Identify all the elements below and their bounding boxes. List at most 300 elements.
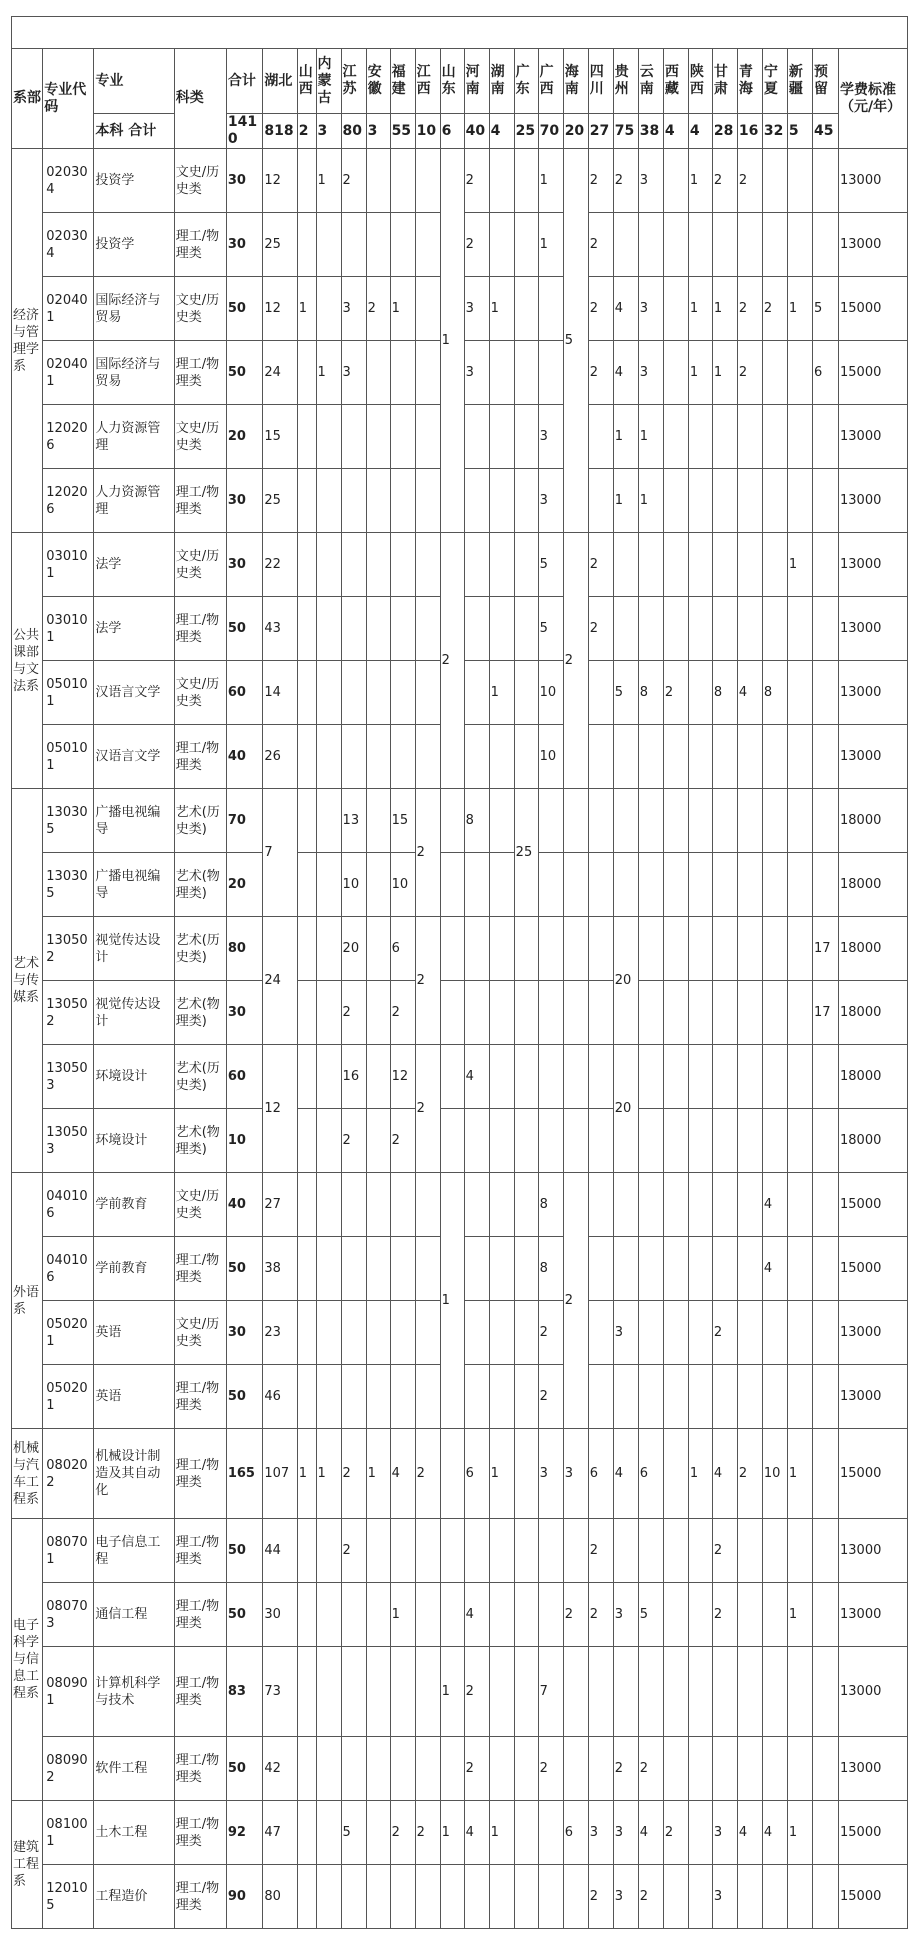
quota-cell: 2 bbox=[588, 277, 613, 341]
quota-cell bbox=[588, 789, 613, 853]
quota-cell bbox=[613, 853, 638, 917]
quota-cell bbox=[787, 149, 812, 213]
quota-cell bbox=[366, 469, 390, 533]
code-cell: 020401 bbox=[43, 277, 94, 341]
major-cell: 广播电视编导 bbox=[94, 853, 174, 917]
quota-cell: 2 bbox=[341, 1519, 366, 1583]
quota-cell bbox=[563, 1045, 588, 1109]
quota-cell bbox=[538, 1801, 563, 1865]
quota-cell bbox=[297, 789, 316, 853]
quota-cell bbox=[812, 1519, 838, 1583]
header-province-total: 3 bbox=[316, 114, 341, 149]
total-cell: 80 bbox=[226, 917, 263, 981]
quota-cell bbox=[638, 789, 663, 853]
quota-cell bbox=[613, 725, 638, 789]
total-cell: 30 bbox=[226, 213, 263, 277]
merged-quota-cell: 2 bbox=[415, 1045, 440, 1173]
category-cell: 理工/物理类 bbox=[174, 1801, 226, 1865]
quota-cell bbox=[464, 597, 489, 661]
quota-cell bbox=[415, 1173, 440, 1237]
quota-cell bbox=[762, 1365, 787, 1429]
quota-cell bbox=[390, 469, 415, 533]
quota-cell bbox=[787, 405, 812, 469]
quota-cell bbox=[787, 1365, 812, 1429]
quota-cell bbox=[297, 1801, 316, 1865]
quota-cell bbox=[366, 1647, 390, 1737]
fee-cell: 13000 bbox=[839, 469, 908, 533]
code-cell: 120105 bbox=[43, 1865, 94, 1929]
quota-cell: 2 bbox=[737, 1429, 762, 1519]
quota-cell bbox=[489, 1865, 514, 1929]
category-cell: 文史/历史类 bbox=[174, 405, 226, 469]
quota-cell: 38 bbox=[263, 1237, 297, 1301]
quota-cell: 2 bbox=[341, 981, 366, 1045]
quota-cell: 2 bbox=[712, 1301, 737, 1365]
quota-cell bbox=[812, 1109, 838, 1173]
quota-cell: 3 bbox=[588, 1801, 613, 1865]
fee-cell: 13000 bbox=[839, 213, 908, 277]
quota-cell: 2 bbox=[464, 1737, 489, 1801]
header-province-total: 6 bbox=[440, 114, 464, 149]
quota-cell bbox=[415, 1237, 440, 1301]
quota-cell: 2 bbox=[588, 1865, 613, 1929]
quota-cell bbox=[341, 1365, 366, 1429]
quota-cell bbox=[688, 1583, 712, 1647]
quota-cell: 5 bbox=[638, 1583, 663, 1647]
category-cell: 理工/物理类 bbox=[174, 1519, 226, 1583]
quota-cell: 2 bbox=[712, 149, 737, 213]
table-row bbox=[12, 853, 908, 917]
quota-cell bbox=[663, 1365, 688, 1429]
code-cell: 081001 bbox=[43, 1801, 94, 1865]
quota-cell bbox=[588, 1045, 613, 1109]
total-cell: 50 bbox=[226, 277, 263, 341]
quota-cell bbox=[316, 1519, 341, 1583]
code-cell: 080901 bbox=[43, 1647, 94, 1737]
quota-cell bbox=[366, 1737, 390, 1801]
category-cell: 艺术(历史类) bbox=[174, 917, 226, 981]
code-cell: 130305 bbox=[43, 853, 94, 917]
quota-cell bbox=[812, 149, 838, 213]
fee-cell: 15000 bbox=[839, 1237, 908, 1301]
quota-cell bbox=[787, 1301, 812, 1365]
quota-cell bbox=[464, 1365, 489, 1429]
header-province-total: 25 bbox=[514, 114, 538, 149]
quota-cell bbox=[688, 1237, 712, 1301]
quota-cell bbox=[316, 405, 341, 469]
quota-cell bbox=[688, 1519, 712, 1583]
quota-cell: 2 bbox=[663, 1801, 688, 1865]
quota-cell bbox=[663, 981, 688, 1045]
quota-cell bbox=[538, 1865, 563, 1929]
quota-cell bbox=[316, 1237, 341, 1301]
quota-cell: 2 bbox=[390, 1801, 415, 1865]
quota-cell bbox=[366, 1109, 390, 1173]
quota-cell bbox=[538, 853, 563, 917]
quota-cell bbox=[712, 1173, 737, 1237]
quota-cell bbox=[737, 1173, 762, 1237]
major-cell: 环境设计 bbox=[94, 1109, 174, 1173]
quota-cell bbox=[588, 1737, 613, 1801]
quota-cell bbox=[762, 1519, 787, 1583]
quota-cell bbox=[514, 1045, 538, 1109]
fee-cell: 15000 bbox=[839, 1865, 908, 1929]
code-cell: 050201 bbox=[43, 1301, 94, 1365]
header-province-total: 55 bbox=[390, 114, 415, 149]
major-cell: 工程造价 bbox=[94, 1865, 174, 1929]
quota-cell bbox=[812, 469, 838, 533]
quota-cell bbox=[787, 853, 812, 917]
category-cell: 理工/物理类 bbox=[174, 1865, 226, 1929]
quota-cell: 4 bbox=[762, 1173, 787, 1237]
quota-cell: 1 bbox=[297, 277, 316, 341]
quota-cell bbox=[787, 661, 812, 725]
merged-quota-cell: 24 bbox=[263, 917, 297, 1045]
quota-cell bbox=[712, 1045, 737, 1109]
quota-cell bbox=[688, 405, 712, 469]
total-cell: 50 bbox=[226, 341, 263, 405]
quota-cell bbox=[787, 1519, 812, 1583]
quota-cell bbox=[440, 1045, 464, 1109]
code-cell: 120206 bbox=[43, 469, 94, 533]
quota-cell bbox=[688, 1647, 712, 1737]
header-province-total: 4 bbox=[663, 114, 688, 149]
quota-cell: 6 bbox=[812, 341, 838, 405]
quota-cell bbox=[297, 149, 316, 213]
table-row bbox=[12, 981, 908, 1045]
quota-cell: 1 bbox=[688, 1429, 712, 1519]
merged-quota-cell: 20 bbox=[613, 917, 638, 1045]
quota-cell bbox=[514, 213, 538, 277]
quota-cell: 23 bbox=[263, 1301, 297, 1365]
quota-cell bbox=[415, 277, 440, 341]
quota-cell bbox=[489, 1237, 514, 1301]
header-province-name: 湖南 bbox=[489, 49, 514, 114]
quota-cell: 2 bbox=[588, 1583, 613, 1647]
quota-cell bbox=[366, 853, 390, 917]
quota-cell: 47 bbox=[263, 1801, 297, 1865]
header-province-total: 4 bbox=[489, 114, 514, 149]
quota-cell bbox=[688, 661, 712, 725]
quota-cell bbox=[390, 1647, 415, 1737]
quota-cell bbox=[712, 405, 737, 469]
quota-cell bbox=[514, 1237, 538, 1301]
quota-cell: 1 bbox=[787, 533, 812, 597]
quota-cell bbox=[390, 1737, 415, 1801]
quota-cell bbox=[638, 597, 663, 661]
quota-cell bbox=[563, 853, 588, 917]
quota-cell bbox=[390, 1865, 415, 1929]
quota-cell bbox=[737, 789, 762, 853]
quota-cell: 3 bbox=[341, 341, 366, 405]
quota-cell bbox=[514, 597, 538, 661]
quota-cell bbox=[415, 1301, 440, 1365]
fee-cell: 13000 bbox=[839, 149, 908, 213]
quota-cell bbox=[762, 789, 787, 853]
quota-cell bbox=[390, 725, 415, 789]
quota-cell bbox=[514, 405, 538, 469]
category-cell: 文史/历史类 bbox=[174, 661, 226, 725]
quota-cell bbox=[538, 1109, 563, 1173]
merged-quota-cell: 20 bbox=[613, 1045, 638, 1173]
major-cell: 广播电视编导 bbox=[94, 789, 174, 853]
quota-cell bbox=[415, 1865, 440, 1929]
quota-cell: 5 bbox=[613, 661, 638, 725]
quota-cell bbox=[316, 213, 341, 277]
quota-cell bbox=[737, 1583, 762, 1647]
quota-cell bbox=[464, 917, 489, 981]
total-cell: 30 bbox=[226, 149, 263, 213]
quota-cell bbox=[440, 1583, 464, 1647]
quota-cell bbox=[588, 1237, 613, 1301]
quota-cell bbox=[787, 917, 812, 981]
quota-cell bbox=[613, 1365, 638, 1429]
quota-cell: 44 bbox=[263, 1519, 297, 1583]
quota-cell: 5 bbox=[538, 597, 563, 661]
quota-cell: 1 bbox=[297, 1429, 316, 1519]
quota-cell bbox=[762, 1301, 787, 1365]
quota-cell bbox=[588, 469, 613, 533]
quota-cell bbox=[297, 341, 316, 405]
quota-cell bbox=[538, 789, 563, 853]
quota-cell bbox=[464, 469, 489, 533]
quota-cell bbox=[440, 981, 464, 1045]
quota-cell bbox=[688, 1365, 712, 1429]
quota-cell bbox=[514, 1583, 538, 1647]
quota-cell bbox=[588, 917, 613, 981]
enrollment-plan-table bbox=[11, 48, 908, 1929]
quota-cell bbox=[316, 789, 341, 853]
quota-cell bbox=[663, 213, 688, 277]
quota-cell: 3 bbox=[638, 149, 663, 213]
quota-cell bbox=[737, 405, 762, 469]
quota-cell bbox=[688, 597, 712, 661]
quota-cell bbox=[663, 277, 688, 341]
quota-cell bbox=[440, 1519, 464, 1583]
quota-cell bbox=[538, 917, 563, 981]
quota-cell bbox=[366, 149, 390, 213]
quota-cell bbox=[812, 1647, 838, 1737]
category-cell: 艺术(物理类) bbox=[174, 981, 226, 1045]
header-province-name: 广东 bbox=[514, 49, 538, 114]
merged-quota-cell: 1 bbox=[440, 1173, 464, 1429]
quota-cell bbox=[514, 661, 538, 725]
quota-cell bbox=[316, 1801, 341, 1865]
quota-cell: 4 bbox=[737, 1801, 762, 1865]
quota-cell bbox=[514, 1647, 538, 1737]
quota-cell bbox=[638, 853, 663, 917]
quota-cell bbox=[688, 469, 712, 533]
dept-cell: 电子科学与信息工程系 bbox=[12, 1519, 43, 1801]
major-cell: 法学 bbox=[94, 533, 174, 597]
dept-cell: 建筑工程系 bbox=[12, 1801, 43, 1929]
quota-cell bbox=[297, 1045, 316, 1109]
quota-cell bbox=[316, 1365, 341, 1429]
quota-cell bbox=[638, 725, 663, 789]
quota-cell bbox=[415, 597, 440, 661]
quota-cell bbox=[812, 1583, 838, 1647]
major-cell: 投资学 bbox=[94, 213, 174, 277]
table-row bbox=[12, 149, 908, 213]
quota-cell: 6 bbox=[390, 917, 415, 981]
quota-cell bbox=[663, 149, 688, 213]
quota-cell bbox=[514, 1429, 538, 1519]
quota-cell bbox=[588, 725, 613, 789]
total-cell: 10 bbox=[226, 1109, 263, 1173]
major-cell: 土木工程 bbox=[94, 1801, 174, 1865]
quota-cell bbox=[588, 1301, 613, 1365]
quota-cell: 1 bbox=[440, 1647, 464, 1737]
quota-cell bbox=[638, 1237, 663, 1301]
quota-cell: 8 bbox=[762, 661, 787, 725]
quota-cell: 1 bbox=[613, 469, 638, 533]
quota-cell bbox=[787, 1737, 812, 1801]
quota-cell bbox=[316, 1173, 341, 1237]
quota-cell: 4 bbox=[464, 1801, 489, 1865]
code-cell: 050101 bbox=[43, 661, 94, 725]
fee-cell: 18000 bbox=[839, 853, 908, 917]
quota-cell: 4 bbox=[737, 661, 762, 725]
quota-cell bbox=[366, 341, 390, 405]
quota-cell bbox=[663, 469, 688, 533]
quota-cell bbox=[737, 1519, 762, 1583]
major-cell: 机械设计制造及其自动化 bbox=[94, 1429, 174, 1519]
quota-cell bbox=[663, 1173, 688, 1237]
total-cell: 50 bbox=[226, 1519, 263, 1583]
category-cell: 艺术(历史类) bbox=[174, 789, 226, 853]
total-cell: 60 bbox=[226, 661, 263, 725]
quota-cell: 3 bbox=[538, 405, 563, 469]
quota-cell bbox=[341, 1737, 366, 1801]
quota-cell bbox=[489, 725, 514, 789]
quota-cell: 1 bbox=[688, 341, 712, 405]
quota-cell: 1 bbox=[489, 1801, 514, 1865]
quota-cell bbox=[787, 1647, 812, 1737]
merged-quota-cell: 2 bbox=[563, 1173, 588, 1429]
quota-cell: 2 bbox=[538, 1737, 563, 1801]
quota-cell: 16 bbox=[341, 1045, 366, 1109]
quota-cell bbox=[514, 1109, 538, 1173]
quota-cell: 2 bbox=[415, 1429, 440, 1519]
quota-cell bbox=[316, 1045, 341, 1109]
quota-cell bbox=[464, 533, 489, 597]
quota-cell bbox=[638, 981, 663, 1045]
quota-cell bbox=[762, 1583, 787, 1647]
quota-cell bbox=[638, 213, 663, 277]
quota-cell bbox=[712, 1647, 737, 1737]
quota-cell bbox=[464, 1519, 489, 1583]
header-province-name: 西藏 bbox=[663, 49, 688, 114]
category-cell: 文史/历史类 bbox=[174, 1301, 226, 1365]
quota-cell bbox=[341, 469, 366, 533]
quota-cell: 80 bbox=[263, 1865, 297, 1929]
quota-cell: 6 bbox=[563, 1801, 588, 1865]
quota-cell bbox=[341, 1301, 366, 1365]
dept-cell: 公共课部与文法系 bbox=[12, 533, 43, 789]
quota-cell: 1 bbox=[316, 1429, 341, 1519]
quota-cell bbox=[688, 1045, 712, 1109]
header-province-total: 75 bbox=[613, 114, 638, 149]
header-province-name: 江苏 bbox=[341, 49, 366, 114]
quota-cell: 2 bbox=[737, 277, 762, 341]
quota-cell bbox=[489, 1301, 514, 1365]
merged-quota-cell: 12 bbox=[263, 1045, 297, 1173]
code-cell: 130502 bbox=[43, 981, 94, 1045]
quota-cell bbox=[489, 789, 514, 853]
quota-cell bbox=[588, 1647, 613, 1737]
quota-cell bbox=[737, 1045, 762, 1109]
quota-cell bbox=[663, 725, 688, 789]
quota-cell bbox=[489, 981, 514, 1045]
quota-cell: 22 bbox=[263, 533, 297, 597]
quota-cell bbox=[489, 469, 514, 533]
quota-cell bbox=[638, 1109, 663, 1173]
quota-cell bbox=[712, 533, 737, 597]
total-cell: 20 bbox=[226, 853, 263, 917]
quota-cell bbox=[440, 789, 464, 853]
code-cell: 040106 bbox=[43, 1237, 94, 1301]
quota-cell: 2 bbox=[341, 1109, 366, 1173]
fee-cell: 13000 bbox=[839, 1365, 908, 1429]
quota-cell bbox=[415, 1737, 440, 1801]
quota-cell bbox=[563, 1865, 588, 1929]
quota-cell bbox=[663, 1737, 688, 1801]
quota-cell: 24 bbox=[263, 341, 297, 405]
quota-cell bbox=[787, 1173, 812, 1237]
quota-cell bbox=[464, 1301, 489, 1365]
quota-cell bbox=[297, 661, 316, 725]
category-cell: 艺术(物理类) bbox=[174, 853, 226, 917]
header-total: 合计 bbox=[226, 49, 263, 114]
quota-cell bbox=[613, 597, 638, 661]
header-province-name: 福建 bbox=[390, 49, 415, 114]
quota-cell: 1 bbox=[712, 341, 737, 405]
quota-cell bbox=[366, 1173, 390, 1237]
quota-cell bbox=[737, 725, 762, 789]
quota-cell bbox=[787, 1237, 812, 1301]
quota-cell bbox=[464, 1237, 489, 1301]
major-cell: 国际经济与贸易 bbox=[94, 341, 174, 405]
quota-cell: 2 bbox=[737, 341, 762, 405]
merged-quota-cell: 7 bbox=[263, 789, 297, 917]
code-cell: 080202 bbox=[43, 1429, 94, 1519]
quota-cell: 1 bbox=[638, 405, 663, 469]
header-province-total: 3 bbox=[366, 114, 390, 149]
quota-cell bbox=[390, 1365, 415, 1429]
quota-cell: 3 bbox=[613, 1865, 638, 1929]
major-cell: 视觉传达设计 bbox=[94, 981, 174, 1045]
quota-cell bbox=[514, 917, 538, 981]
quota-cell bbox=[812, 1173, 838, 1237]
total-cell: 40 bbox=[226, 725, 263, 789]
quota-cell bbox=[514, 981, 538, 1045]
quota-cell bbox=[316, 1109, 341, 1173]
quota-cell bbox=[366, 1519, 390, 1583]
quota-cell: 1 bbox=[688, 149, 712, 213]
category-cell: 理工/物理类 bbox=[174, 725, 226, 789]
quota-cell: 1 bbox=[638, 469, 663, 533]
quota-cell bbox=[663, 1865, 688, 1929]
quota-cell bbox=[638, 1647, 663, 1737]
quota-cell: 3 bbox=[563, 1429, 588, 1519]
quota-cell bbox=[812, 1237, 838, 1301]
quota-cell: 1 bbox=[366, 1429, 390, 1519]
major-cell: 学前教育 bbox=[94, 1173, 174, 1237]
quota-cell bbox=[538, 341, 563, 405]
total-cell: 50 bbox=[226, 597, 263, 661]
quota-cell bbox=[415, 725, 440, 789]
quota-cell: 2 bbox=[737, 149, 762, 213]
